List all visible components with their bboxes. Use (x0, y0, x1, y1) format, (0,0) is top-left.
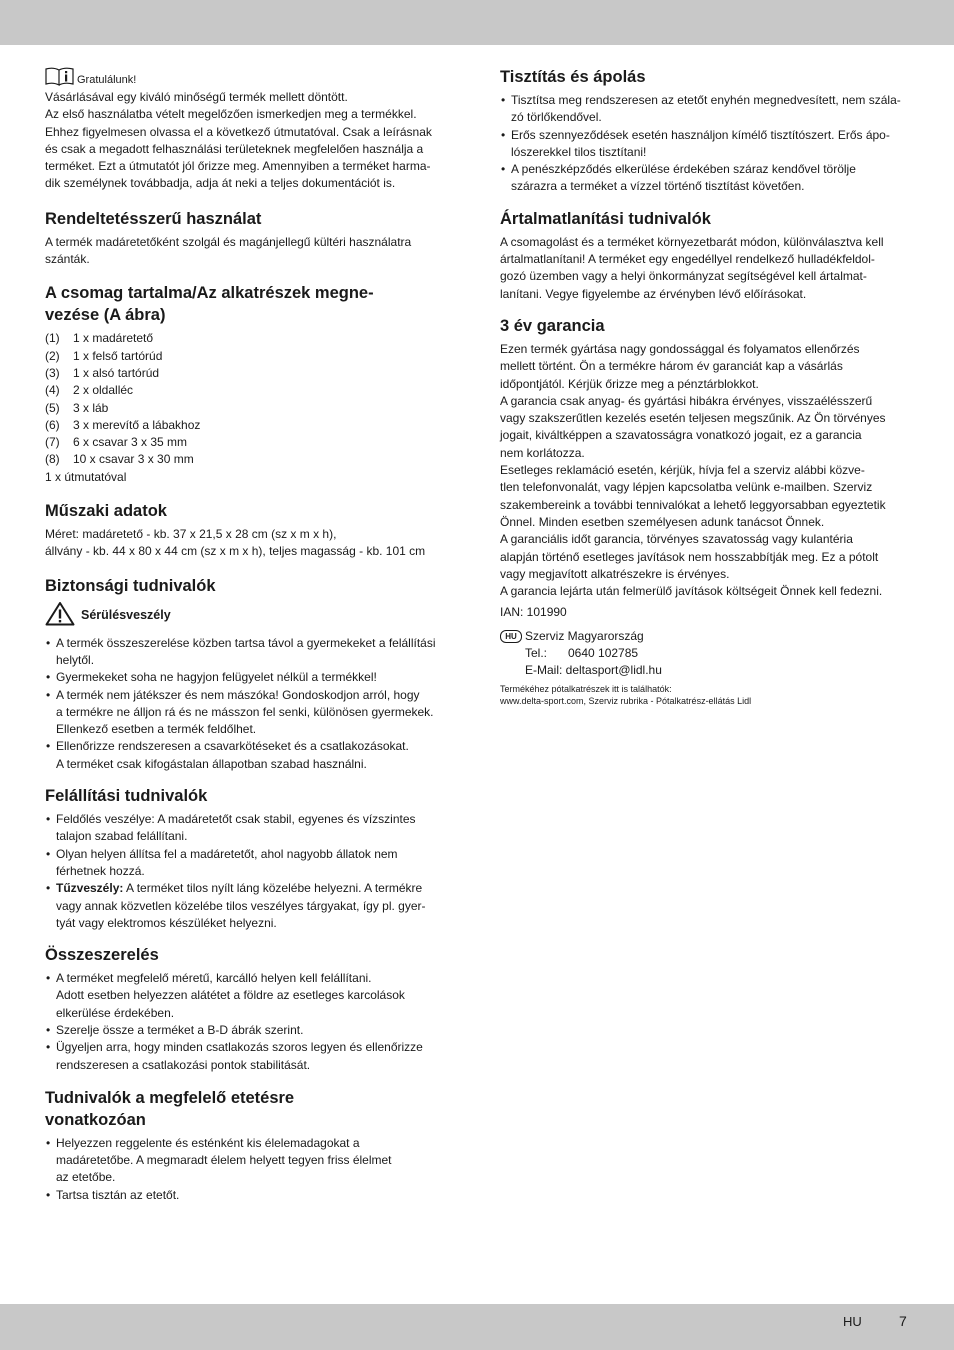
list-item (500, 92, 912, 127)
warranty-line: A garancia lejárta után felmerülő javítások költségeit Önnek kell fedezni. (500, 584, 883, 599)
warranty-line: A garanciális időt garancia, törvényes szavatosság vagy kulantéria (500, 532, 853, 547)
disposal-line: ártalmatlanítani! A terméket egy engedéllyel rendelkező hulladékfeldol- (500, 252, 875, 267)
list-item (45, 846, 457, 881)
footer-language: HU (843, 1314, 862, 1329)
item-line: A termék összeszerelése közben tartsa távol a gyermekeket a felállítási (56, 635, 436, 650)
feeding-list (45, 1135, 457, 1204)
setup-list (45, 811, 457, 932)
warranty-line: alapján történő esetleges javítások nem hosszabbítják meg. Ez a pótolt (500, 549, 879, 564)
item-number: (7) (45, 435, 60, 450)
contents-title-line: A csomag tartalma/Az alkatrészek megne- (45, 284, 374, 303)
list-item (500, 127, 912, 162)
list-item (45, 738, 457, 773)
item-line: férhetnek hozzá. (56, 863, 145, 878)
top-bar (0, 0, 954, 45)
list-item (45, 330, 457, 347)
item-line: vagy annak közvetlen közelébe tilos veszélyes tárgyakat, így pl. gyer- (56, 898, 426, 913)
item-line: Helyezzen reggelente és esténként kis élelemadagokat a (56, 1135, 360, 1150)
tech-line: Méret: madáretető - kb. 37 x 21,5 x 28 cm (sz x m x h), (45, 527, 337, 542)
disposal-title: Ártalmatlanítási tudnivalók (500, 209, 711, 228)
right-column (500, 66, 912, 707)
warranty-line: mellett történt. Ön a termékre három év garanciát kap a vásárlás (500, 359, 843, 374)
warranty-line: Esetleges reklamáció esetén, kérjük, hívja fel a szerviz alábbi közve- (500, 463, 865, 478)
item-text: 1 x alsó tartórúd (73, 365, 160, 380)
item-line: Gyermekeket soha ne hagyjon felügyelet nélkül a termékkel! (56, 670, 377, 685)
item-number: (3) (45, 365, 60, 380)
warranty-line: vagy megjavított alkatrészekre is érvényes. (500, 566, 730, 581)
safety-title: Biztonsági tudnivalók (45, 576, 216, 595)
service-name: Szerviz Magyarország (525, 628, 644, 643)
use-text (45, 234, 457, 269)
service-block (500, 628, 912, 680)
list-item (45, 880, 457, 932)
item-line: Szerelje össze a terméket a B-D ábrák szerint. (56, 1022, 304, 1037)
item-line: A penészképződés elkerülése érdekében száraz kendővel törölje (511, 162, 856, 177)
intro-line: dik személynek továbbadja, adja át neki a teljes dokumentációt is. (45, 176, 396, 191)
item-line: helytől. (56, 652, 95, 667)
tel-number: 0640 102785 (568, 646, 639, 661)
warranty-line: A garancia csak anyag- és gyártási hibákra érvényes, visszaélésszerű (500, 393, 873, 408)
warranty-line: időpontjától. Kérjük őrizze meg a pénztárblokkot. (500, 376, 759, 391)
item-line: Tartsa tisztán az etetőt. (56, 1187, 180, 1202)
warranty-line: Önnel. Minden esetben személyesen adunk tanácsot Önnek. (500, 514, 825, 529)
warranty-text (500, 341, 912, 622)
info-book-icon (45, 66, 75, 86)
disposal-line: A csomagolást és a terméket környezetbarát módon, különválasztva kell (500, 234, 884, 249)
list-item (45, 382, 457, 399)
warranty-line: jogait, kiváltképpen a szavatosságra vonatkozó jogait, ez a garancia (500, 428, 862, 443)
warranty-line: nem korlátozza. (500, 445, 585, 460)
intro-text (45, 89, 457, 193)
item-text: 2 x oldalléc (73, 383, 134, 398)
item-line: Adott esetben helyezzen alátétet a földre az esetleges karcolások (56, 988, 405, 1003)
item-number: (5) (45, 400, 60, 415)
assembly-list (45, 970, 457, 1074)
item-line: az etetőbe. (56, 1170, 116, 1185)
item-line: A termék nem játékszer és nem mászóka! Gondoskodjon arról, hogy (56, 687, 420, 702)
tech-title: Műszaki adatok (45, 502, 167, 521)
list-item (45, 1135, 457, 1187)
item-line: szárazra a terméket a vízzel történő tisztítást követően. (511, 179, 805, 194)
item-number: (2) (45, 348, 60, 363)
intro-heading-row (45, 66, 457, 86)
item-number: (6) (45, 417, 60, 432)
item-line: talajon szabad felállítani. (56, 829, 188, 844)
fire-label: Tűzveszély: (56, 881, 124, 896)
list-item (45, 365, 457, 382)
item-line: A terméket megfelelő méretű, karcálló helyen kell felállítani. (56, 971, 372, 986)
contents-title-line: vezése (A ábra) (45, 306, 166, 325)
list-item (45, 400, 457, 417)
item-line: Ellenkező esetben a termék feldőlhet. (56, 722, 257, 737)
item-text: 3 x láb (73, 400, 109, 415)
item-number: (4) (45, 383, 60, 398)
contents-extra: 1 x útmutatóval (45, 469, 127, 484)
ian-number: IAN: 101990 (500, 605, 567, 620)
item-line: A terméket tilos nyílt láng közelébe helyezni. A termékre (123, 881, 423, 896)
use-line: A termék madáretetőként szolgál és magánjellegű kültéri használatra (45, 234, 412, 249)
list-item (45, 811, 457, 846)
warranty-line: tlen telefonvonalát, vagy lépjen kapcsolatba velünk e-mailben. Szerviz (500, 480, 873, 495)
disposal-text (500, 234, 912, 303)
list-item (45, 1022, 457, 1039)
item-line: a termékre ne álljon rá és ne másszon fel senki, különösen gyermekek. (56, 704, 434, 719)
item-line: Tisztítsa meg rendszeresen az etetőt enyhén megnedvesített, nem szála- (511, 93, 901, 107)
warranty-line: szakembereink a további tennivalókat a lehető leggyorsabban egyeztetik (500, 497, 886, 512)
item-text: 6 x csavar 3 x 35 mm (73, 435, 188, 450)
warranty-line: vagy szakszerűtlen kezelés esetén teljesen megszűnik. Az Ön törvényes (500, 411, 886, 426)
country-badge: HU (500, 630, 522, 643)
item-line: Olyan helyen állítsa fel a madáretetőt, ahol nagyobb állatok nem (56, 846, 398, 861)
feeding-title-line: Tudnivalók a megfelelő etetésre (45, 1088, 295, 1107)
item-line: Ellenőrizze rendszeresen a csavarkötéseket és a csatlakozásokat. (56, 739, 409, 754)
cleaning-list (500, 92, 912, 196)
left-column (45, 66, 457, 1204)
item-number: (8) (45, 452, 60, 467)
parts-line: www.delta-sport.com, Szerviz rubrika - Pótalkatrész-ellátás Lidl (500, 695, 752, 706)
contents-title (45, 282, 457, 326)
use-title: Rendeltetésszerű használat (45, 209, 262, 228)
list-item (45, 348, 457, 365)
warning-label: Sérülésveszély (81, 607, 171, 622)
item-line: madáretetőbe. A megmaradt élelem helyett tegyen friss élelmet (56, 1153, 392, 1168)
item-line: Feldőlés veszélye: A madáretetőt csak stabil, egyenes és vízszintes (56, 812, 416, 827)
page-number: 7 (899, 1313, 907, 1329)
intro-heading: Gratulálunk! (77, 74, 137, 86)
list-item (500, 161, 912, 196)
warning-row (45, 601, 457, 629)
item-line: zó törlőkendővel. (511, 110, 602, 125)
tech-line: állvány - kb. 44 x 80 x 44 cm (sz x m x h), teljes magasság - kb. 101 cm (45, 544, 426, 559)
safety-list (45, 635, 457, 773)
item-line: rendszeresen a csatlakozási pontok stabilitását. (56, 1057, 311, 1072)
parts-note (500, 683, 912, 707)
intro-line: Vásárlásával egy kiváló minőségű termék mellett döntött. (45, 90, 348, 104)
tel-label: Tel.: (525, 646, 548, 661)
feeding-title (45, 1087, 457, 1131)
item-text: 10 x csavar 3 x 30 mm (73, 452, 194, 467)
item-line: Erős szennyeződések esetén használjon kímélő tisztítószert. Erős ápo- (511, 127, 890, 142)
list-item (45, 669, 457, 686)
intro-line: terméket. Ezt a útmutatót jól őrizze meg. Amennyiben a terméket harma- (45, 159, 431, 174)
list-item (45, 434, 457, 451)
list-item (45, 687, 457, 739)
disposal-line: gozó üzemben vagy a helyi önkormányzat segítségével kell ártalmat- (500, 269, 867, 284)
list-item (45, 1187, 457, 1204)
parts-line: Termékéhez pótalkatrészek itt is találhatók: (500, 683, 672, 694)
assembly-title: Összeszerelés (45, 946, 159, 965)
list-item (45, 417, 457, 434)
setup-title: Felállítási tudnivalók (45, 787, 208, 806)
cleaning-title: Tisztítás és ápolás (500, 68, 646, 86)
use-line: szánták. (45, 252, 90, 267)
tech-text (45, 526, 457, 561)
item-text: 1 x madáretető (73, 331, 154, 346)
service-email: E-Mail: deltasport@lidl.hu (525, 663, 662, 678)
item-text: 1 x felső tartórúd (73, 348, 163, 363)
intro-line: Az első használatba vételt megelőzően ismerkedjen meg a termékkel. (45, 107, 417, 122)
feeding-title-line: vonatkozóan (45, 1110, 146, 1129)
disposal-line: lanítani. Vegye figyelembe az érvényben lévő előírásokat. (500, 286, 807, 301)
list-item (45, 1039, 457, 1074)
item-line: lószerekkel tilos tisztítani! (511, 144, 647, 159)
item-line: tyát vagy elektromos készüléket helyezni. (56, 915, 277, 930)
list-item (45, 451, 457, 468)
item-number: (1) (45, 331, 60, 346)
intro-line: és csak a megadott felhasználási területeknek megfelelően használja a (45, 141, 424, 156)
intro-line: Ehhez figyelmesen olvassa el a következő útmutatóval. Csak a leírásnak (45, 124, 432, 139)
item-text: 3 x merevítő a lábakhoz (73, 417, 201, 432)
list-item (45, 635, 457, 670)
warranty-title: 3 év garancia (500, 316, 605, 335)
service-name-row (500, 628, 912, 645)
bottom-bar (0, 1304, 954, 1350)
item-line: elkerülése érdekében. (56, 1005, 175, 1020)
warranty-line: Ezen termék gyártása nagy gondossággal és folyamatos ellenőrzés (500, 341, 860, 356)
contents-list (45, 330, 457, 468)
item-line: A terméket csak kifogástalan állapotban szabad használni. (56, 756, 367, 771)
list-item (45, 970, 457, 1022)
service-tel-row (500, 645, 912, 662)
item-line: Ügyeljen arra, hogy minden csatlakozás szoros legyen és ellenőrizze (56, 1040, 423, 1055)
warning-triangle-icon (45, 601, 81, 629)
